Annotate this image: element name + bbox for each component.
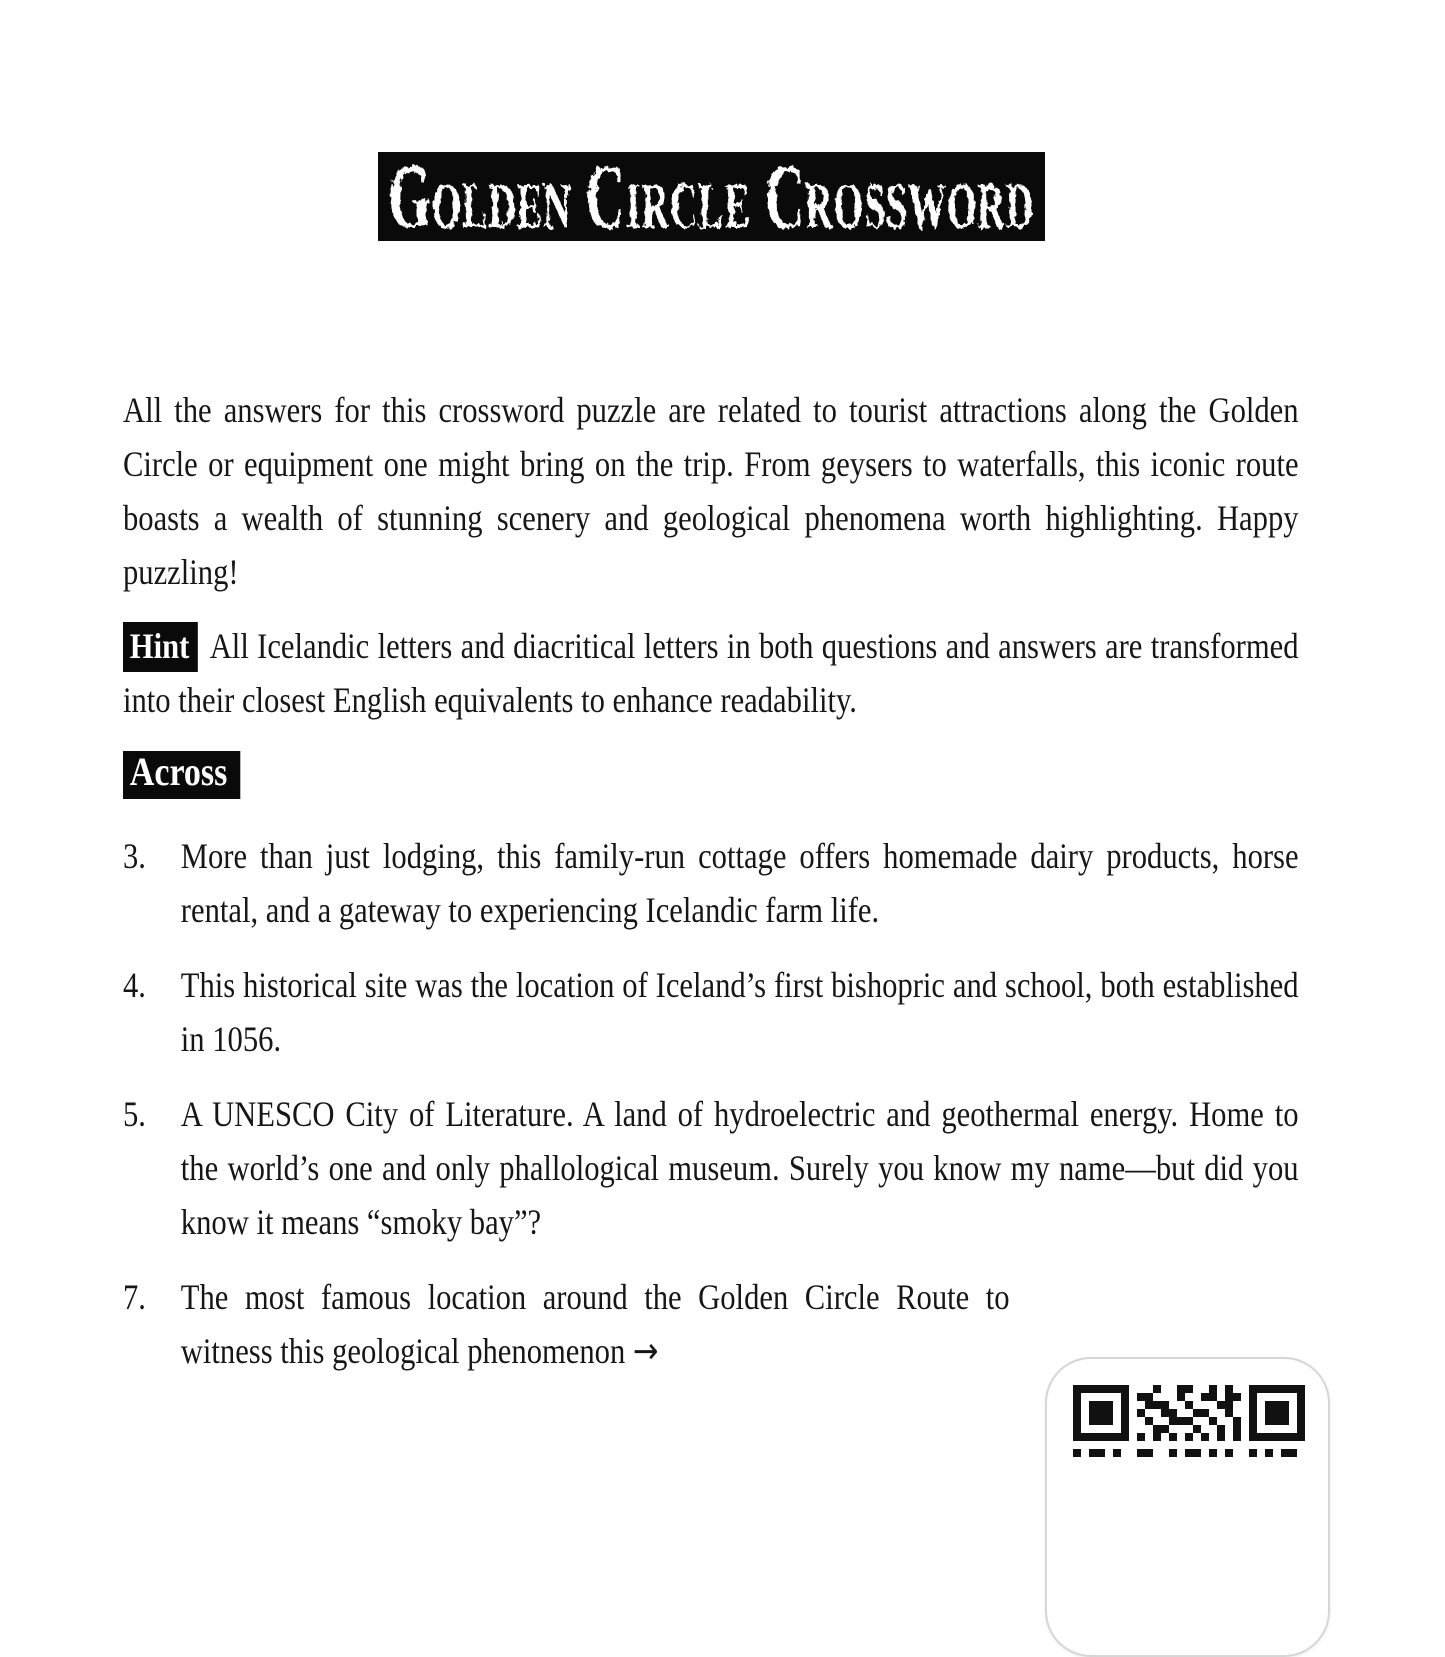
clue-number: 3.	[123, 836, 146, 876]
clue-number: 4.	[123, 965, 146, 1005]
qr-code	[1073, 1385, 1305, 1617]
right-arrow-icon: →	[632, 1331, 659, 1372]
main-text-column	[123, 383, 1299, 1379]
clue-text: This historical site was the location of Iceland’s first bishopric and school, both established in 1056.	[180, 965, 1299, 1059]
title-banner	[378, 152, 1045, 241]
clue-number: 5.	[123, 1094, 146, 1134]
across-clue-list	[123, 829, 1299, 1379]
clue-item-5	[123, 1087, 1299, 1249]
clue-text: More than just lodging, this family-run cottage offers homemade dairy products, horse rental, and a gateway to experiencing Icelandic farm life.	[180, 836, 1299, 930]
clue-item-4	[123, 958, 1299, 1066]
qr-code-card	[1045, 1357, 1330, 1657]
page-title: Golden Circle Crossword	[388, 152, 1035, 241]
clue-text-content: The most famous location around the Golden Circle Route to witness this geological phenomenon	[180, 1277, 1010, 1371]
hint-paragraph	[123, 619, 1299, 727]
across-heading: Across	[123, 751, 240, 799]
hint-label: Hint	[123, 622, 198, 672]
clue-text: A UNESCO City of Literature. A land of hydroelectric and geothermal energy. Home to the world’s one and only phallological museum. Surely you know my name—but did you know it means “smoky bay”?	[180, 1094, 1299, 1242]
clue-number: 7.	[123, 1277, 146, 1317]
hint-text: All Icelandic letters and diacritical letters in both questions and answers are transformed into their closest English equivalents to enhance readability.	[123, 626, 1299, 720]
intro-paragraph: All the answers for this crossword puzzle are related to tourist attractions along the Golden Circle or equipment one might bring on the trip. From geysers to waterfalls, this iconic route boasts a wealth of stunning scenery and geological phenomena worth highlighting. Happy puzzling!	[123, 390, 1299, 592]
clue-item-3	[123, 829, 1299, 937]
